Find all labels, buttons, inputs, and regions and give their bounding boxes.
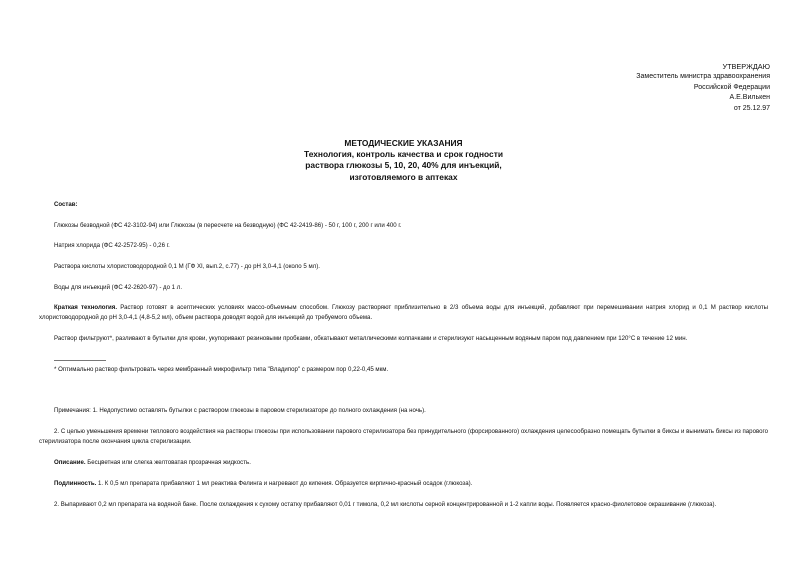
identity-test-2: 2. Выпаривают 0,2 мл препарата на водяной бане. После охлаждения к сухому остатку прибавляют 0,01 г тимола, 0,2 мл кислоты серной концентрированной и 1-2 капли воды. Появляется красно-фиолетовое окрашивание (глюкоза). bbox=[54, 501, 717, 508]
filtration-paragraph: Раствор фильтруют*, разливают в бутылки для крови, укупоривают резиновыми пробками, обкатывают металлическими колпачками и стерилизуют насыщенным водяным паром под давлением при 120°С в течение 12 мин. bbox=[54, 335, 688, 342]
note-1: Примечания: 1. Недопустимо оставлять бутылки с раствором глюкозы в паровом стерилизаторе до полного охлаждения (на ночь). bbox=[54, 407, 426, 414]
technology-text: Раствор готовят в асептических условиях массо-объемным способом. Глюкозу растворяют приблизительно в 2/3 объема воды для инъекций, добавляют при перемешивании натрия хлорид и 0,1 М раствор кислоты хлористоводородной до pH 3,0-4,1 (4,8-5,2 мл), объем раствора доводят водой для инъекций до требуемого объема. bbox=[39, 304, 768, 322]
note-2: 2. С целью уменьшения времени теплового воздействия на растворы глюкозы при использовании парового стерилизатора без принудительного (форсированного) охлаждения целесообразно помещать бутылки в биксы и вынимать биксы из парового стерилизатора после окончания цикла стерилизации. bbox=[39, 428, 768, 446]
title-line-1: МЕТОДИЧЕСКИЕ УКАЗАНИЯ bbox=[344, 138, 463, 148]
approval-block bbox=[636, 62, 770, 114]
approval-country: Российской Федерации bbox=[693, 83, 770, 91]
approval-date: от 25.12.97 bbox=[733, 104, 770, 112]
footnote: * Оптимально раствор фильтровать через мембранный микрофильтр типа "Владипор" с размером пор 0,22-0,45 мкм. bbox=[54, 366, 389, 373]
composition-heading: Состав: bbox=[54, 201, 78, 208]
footnote-rule bbox=[54, 360, 106, 361]
approval-heading: УТВЕРЖДАЮ bbox=[722, 62, 770, 71]
identity-paragraph bbox=[54, 479, 472, 489]
description-paragraph bbox=[54, 458, 251, 468]
title-line-3: раствора глюкозы 5, 10, 20, 40% для инъекций, bbox=[305, 160, 502, 171]
identity-text-1: 1. К 0,5 мл препарата прибавляют 1 мл реактива Фелинга и нагревают до кипения. Образуется кирпично-красный осадок (глюкоза). bbox=[96, 480, 473, 487]
composition-item-2: Натрия хлорида (ФС 42-2572-95) - 0,26 г. bbox=[54, 242, 170, 249]
title-line-4: изготовляемого в аптеках bbox=[349, 171, 458, 182]
technology-label: Краткая технология. bbox=[54, 304, 118, 311]
composition-item-4: Воды для инъекций (ФС 42-2620-97) - до 1 л. bbox=[54, 284, 183, 291]
document-title bbox=[0, 138, 807, 183]
composition-item-3: Раствора кислоты хлористоводородной 0,1 М (ГФ XI, вып.2, с.77) - до pH 3,0-4,1 (около 5 мл). bbox=[54, 263, 320, 270]
approval-signatory: А.Е.Вилькен bbox=[729, 94, 770, 102]
description-text: Бесцветная или слегка желтоватая прозрачная жидкость. bbox=[85, 459, 251, 466]
technology-paragraph bbox=[39, 303, 768, 323]
description-label: Описание. bbox=[54, 459, 86, 466]
identity-label: Подлинность. bbox=[54, 480, 97, 487]
title-line-2: Технология, контроль качества и срок годности bbox=[304, 149, 503, 160]
composition-item-1: Глюкозы безводной (ФС 42-3102-94) или Глюкозы (в пересчете на безводную) (ФС 42-2419-86) - 50 г, 100 г, 200 г или 400 г. bbox=[54, 222, 402, 229]
approval-position: Заместитель министра здравоохранения bbox=[636, 73, 770, 81]
